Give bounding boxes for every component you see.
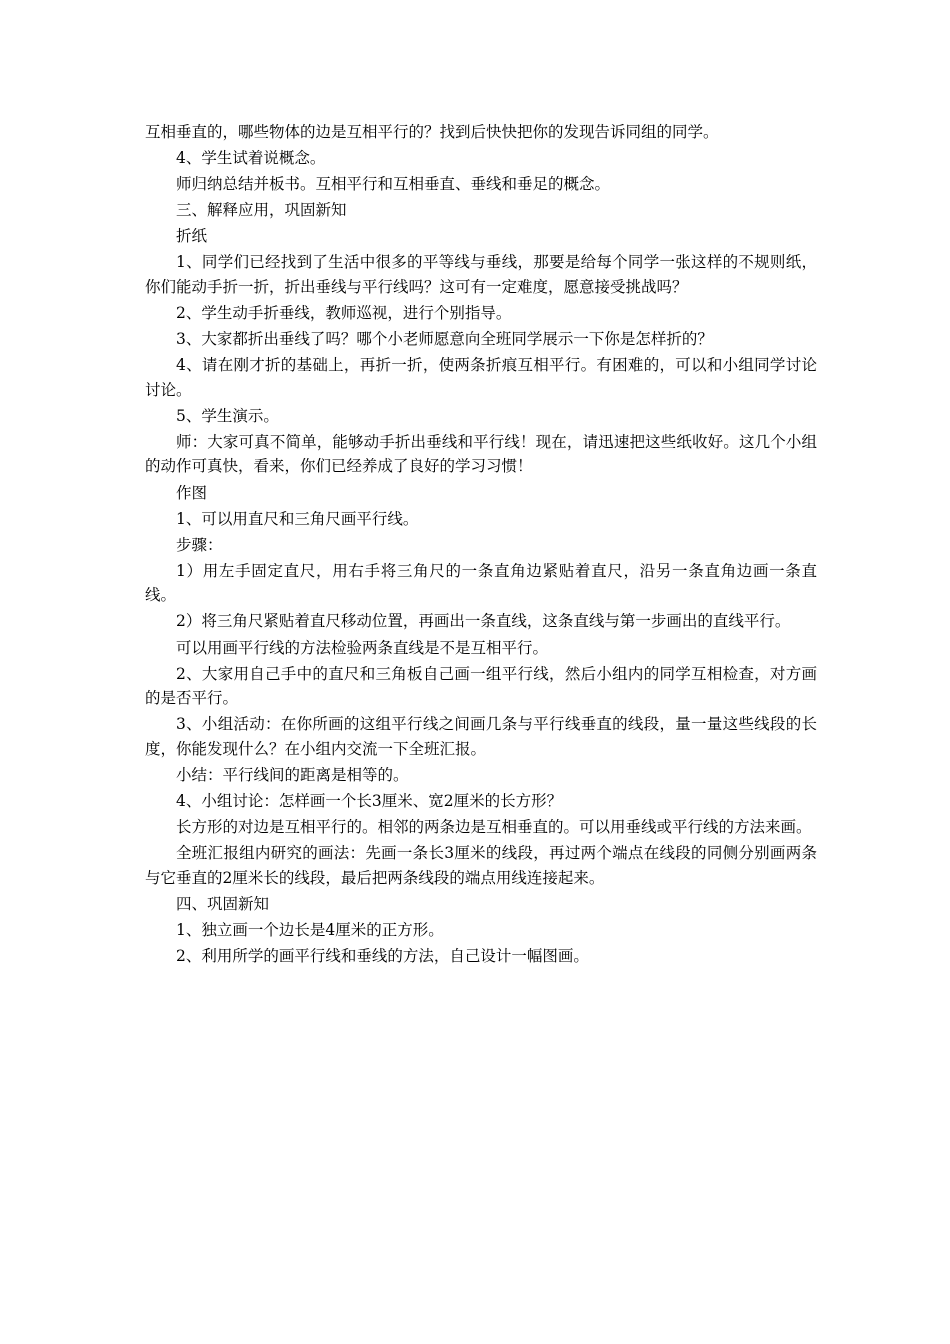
paragraph: 2）将三角尺紧贴着直尺移动位置，再画出一条直线，这条直线与第一步画出的直线平行。 [176, 612, 791, 631]
paragraph: 可以用画平行线的方法检验两条直线是不是互相平行。 [176, 638, 549, 657]
paragraph: 2、大家用自己手中的直尺和三角板自己画一组平行线，然后小组内的同学互相检查，对方画的是否平行。 [145, 664, 817, 708]
paragraph: 4、学生试着说概念。 [176, 149, 326, 168]
paragraph: 师归纳总结并板书。互相平行和互相垂直、垂线和垂足的概念。 [176, 175, 611, 194]
paragraph: 4、小组讨论：怎样画一个长3厘米、宽2厘米的长方形？ [176, 791, 563, 810]
paragraph: 互相垂直的，哪些物体的边是互相平行的？找到后快快把你的发现告诉同组的同学。 [145, 123, 719, 141]
paragraph: 2、学生动手折垂线，教师巡视，进行个别指导。 [176, 304, 512, 323]
paragraph: 全班汇报组内研究的画法：先画一条长3厘米的线段，再过两个端点在线段的同侧分别画两条与它垂直的2厘米长的线段，最后把两条线段的端点用线连接起来。 [145, 844, 817, 887]
paragraph: 2、利用所学的画平行线和垂线的方法，自己设计一幅图画。 [176, 946, 589, 965]
paragraph: 3、大家都折出垂线了吗？哪个小老师愿意向全班同学展示一下你是怎样折的？ [176, 330, 713, 349]
paragraph: 小结：平行线间的距离是相等的。 [176, 765, 409, 784]
paragraph: 4、请在刚才折的基础上，再折一折，使两条折痕互相平行。有困难的，可以和小组同学讨论讨论。 [145, 356, 817, 399]
section-heading: 四、巩固新知 [176, 894, 270, 913]
paragraph: 1、独立画一个边长是4厘米的正方形。 [176, 920, 444, 939]
paragraph: 师：大家可真不简单，能够动手折出垂线和平行线！现在，请迅速把这些纸收好。这几个小组的动作可真快，看来，你们已经养成了良好的学习习惯！ [145, 432, 817, 476]
subheading: 折纸 [176, 227, 208, 246]
document-page [145, 120, 817, 970]
paragraph: 1、可以用直尺和三角尺画平行线。 [176, 509, 419, 528]
paragraph: 长方形的对边是互相平行的。相邻的两条边是互相垂直的。可以用垂线或平行线的方法来画。 [176, 817, 812, 836]
paragraph: 步骤： [176, 535, 223, 554]
subheading: 作图 [176, 483, 208, 502]
paragraph: 1、同学们已经找到了生活中很多的平等线与垂线，那要是给每个同学一张这样的不规则纸，你们能动手折一折，折出垂线与平行线吗？这可有一定难度，愿意接受挑战吗？ [145, 253, 817, 296]
paragraph: 5、学生演示。 [176, 406, 279, 425]
paragraph: 1）用左手固定直尺，用右手将三角尺的一条直角边紧贴着直尺，沿另一条直角边画一条直线。 [145, 561, 817, 605]
paragraph: 3、小组活动：在你所画的这组平行线之间画几条与平行线垂直的线段，量一量这些线段的长度，你能发现什么？在小组内交流一下全班汇报。 [145, 715, 817, 758]
section-heading: 三、解释应用，巩固新知 [176, 201, 347, 220]
